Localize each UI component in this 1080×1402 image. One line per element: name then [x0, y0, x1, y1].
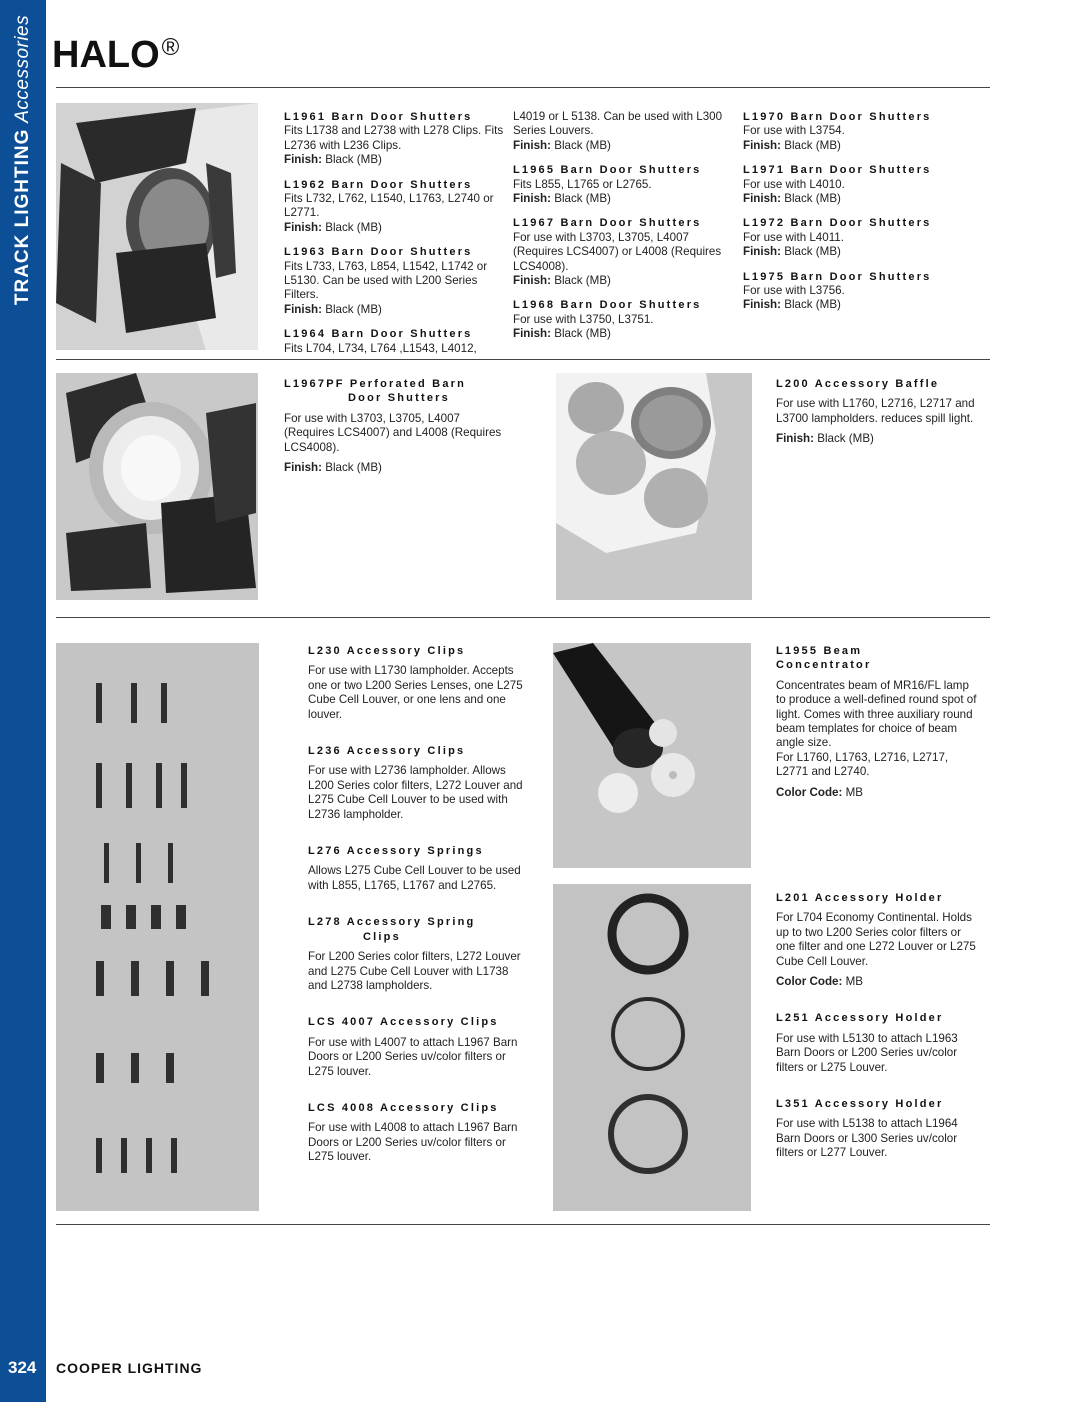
registered-mark: ®	[161, 34, 180, 61]
item-description: For use with L1760, L2716, L2717 and L3700 lampholders. reduces spill light.	[776, 397, 975, 425]
item-title: L1955 Beam	[776, 645, 863, 657]
item-description: For use with L3703, L3705, L4007 (Requires LCS4007) and L4008 (Requires LCS4008).	[284, 411, 502, 454]
accessory-holder-photo	[553, 884, 751, 1211]
item-finish: Finish: Black (MB)	[513, 192, 611, 206]
item-title: L1965 Barn Door Shutters	[513, 164, 702, 177]
column-holders	[776, 891, 981, 1161]
divider-2	[56, 617, 990, 618]
item-description: Fits L732, L762, L1540, L1763, L2740 or L2771.	[284, 192, 494, 220]
divider-1	[56, 359, 990, 360]
item-description: For L200 Series color filters, L272 Louver and L275 Cube Cell Louver with L1738 and L2738 lampholders.	[308, 950, 521, 992]
item-finish: Finish: Black (MB)	[284, 153, 382, 167]
perforated-shutters-photo	[56, 373, 258, 600]
item-title: L1967PF Perforated Barn	[284, 378, 467, 390]
item-title: L351 Accessory Holder	[776, 1098, 944, 1111]
item-title: L1963 Barn Door Shutters	[284, 246, 473, 259]
item-title: LCS 4008 Accessory Clips	[308, 1101, 499, 1114]
item-finish: Finish: Black (MB)	[513, 327, 611, 341]
item-description: For use with L4011.	[743, 230, 844, 244]
item-description: For use with L3754.	[743, 124, 845, 138]
item-title: L1961 Barn Door Shutters	[284, 111, 473, 123]
sidebar-band	[0, 0, 46, 1402]
item-finish: Finish: Black (MB)	[513, 274, 611, 288]
item-title: L230 Accessory Clips	[308, 645, 466, 657]
item-finish: Finish: Black (MB)	[743, 298, 841, 312]
baffle-photo	[556, 373, 752, 600]
item-finish: Finish: Black (MB)	[743, 138, 841, 152]
section-label	[12, 15, 34, 305]
brand-logo	[52, 34, 179, 77]
divider-top	[56, 87, 990, 88]
item-description: Concentrates beam of MR16/FL lamp to produce a well-defined round spot of light. Comes with three auxiliary round beam templates for choice of beam angle size.	[776, 678, 977, 750]
item-title: L1975 Barn Door Shutters	[743, 270, 932, 283]
item-description-compat: For L1760, L1763, L2716, L2717, L2771 and L2740.	[776, 750, 949, 779]
item-title: LCS 4007 Accessory Clips	[308, 1016, 499, 1029]
item-title: L1970 Barn Door Shutters	[743, 111, 932, 123]
column-perforated	[284, 377, 504, 475]
item-title: L1972 Barn Door Shutters	[743, 217, 932, 230]
item-finish: Finish: Black (MB)	[743, 192, 841, 206]
item-description: For use with L3703, L3705, L4007 (Requires LCS4007) or L4008 (Requires LCS4008).	[513, 230, 722, 273]
item-description: For use with L3750, L3751.	[513, 312, 654, 326]
column-2	[513, 110, 725, 342]
beam-concentrator-photo	[553, 643, 751, 868]
item-description: Allows L275 Cube Cell Louver to be used with L855, L1765, L1767 and L2765.	[308, 864, 521, 892]
item-description: For use with L1730 lampholder. Accepts one or two L200 Series Lenses, one L275 Cube Cell Louver, or one lens and one louver.	[308, 664, 523, 721]
item-title: L1967 Barn Door Shutters	[513, 217, 702, 230]
item-finish: Finish: Black (MB)	[743, 245, 841, 259]
column-clips	[308, 644, 528, 1165]
item-title-line2: Clips	[363, 930, 401, 943]
item-finish: Finish: Black (MB)	[284, 220, 382, 234]
item-title: L201 Accessory Holder	[776, 892, 944, 904]
column-3	[743, 110, 973, 313]
page-number: 324	[8, 1358, 37, 1377]
item-description: For use with L3756.	[743, 284, 845, 298]
item-title: L276 Accessory Springs	[308, 845, 484, 858]
item-title: L1968 Barn Door Shutters	[513, 299, 702, 312]
item-description: For L704 Economy Continental. Holds up to two L200 Series color filters or one filter and one L272 Louver or L275 Cube Cell Louver.	[776, 911, 976, 968]
item-title: L278 Accessory Spring	[308, 916, 476, 929]
divider-bottom	[56, 1224, 990, 1225]
item-description: Fits L855, L1765 or L2765.	[513, 177, 652, 191]
item-description: For use with L4008 to attach L1967 Barn Doors or L200 Series uv/color filters or L275 louver.	[308, 1121, 518, 1164]
section-label-italic: Accessories	[12, 14, 33, 123]
item-title-line2: Door Shutters	[348, 392, 450, 405]
item-finish: Finish: Black (MB)	[776, 432, 874, 446]
item-finish: Finish: Black (MB)	[513, 138, 611, 152]
item-title: L236 Accessory Clips	[308, 745, 466, 758]
accessory-clips-photo	[56, 643, 259, 1211]
item-description: For use with L4007 to attach L1967 Barn Doors or L200 Series uv/color filters or L275 louver.	[308, 1035, 518, 1078]
item-finish: Finish: Black (MB)	[284, 302, 382, 316]
column-concentrator	[776, 644, 981, 800]
item-title: L1964 Barn Door Shutters	[284, 328, 473, 341]
item-color-code: Color Code: MB	[776, 975, 863, 989]
item-description: Fits L704, L734, L764 ,L1543, L4012,	[284, 341, 477, 355]
item-description: Fits L733, L763, L854, L1542, L1742 or L5130. Can be used with L200 Series Filters.	[284, 259, 488, 302]
footer-company: COOPER LIGHTING	[56, 1360, 203, 1376]
brand-name: HALO	[52, 34, 160, 76]
barn-door-shutters-photo	[56, 103, 258, 350]
item-title-line2: Concentrator	[776, 659, 872, 672]
item-description: For use with L5130 to attach L1963 Barn Doors or L200 Series uv/color filters or L275 Louver.	[776, 1031, 958, 1074]
item-title: L200 Accessory Baffle	[776, 378, 940, 390]
item-description: For use with L4010.	[743, 177, 845, 191]
column-1	[284, 110, 504, 356]
item-title: L1962 Barn Door Shutters	[284, 178, 473, 191]
item-title: L251 Accessory Holder	[776, 1012, 944, 1025]
section-label-bold: TRACK LIGHTING	[12, 128, 33, 306]
item-finish: Finish: Black (MB)	[284, 461, 382, 475]
item-description-continued: L4019 or L 5138. Can be used with L300 Series Louvers.	[513, 110, 723, 138]
item-description: Fits L1738 and L2738 with L278 Clips. Fits L2736 with L236 Clips.	[284, 124, 504, 152]
item-description: For use with L5138 to attach L1964 Barn Doors or L300 Series uv/color filters or L277 Louver.	[776, 1117, 958, 1160]
item-description: For use with L2736 lampholder. Allows L200 Series color filters, L272 Louver and L275 Cube Cell Louver to be used with L2736 lampholder.	[308, 764, 523, 821]
item-title: L1971 Barn Door Shutters	[743, 164, 932, 177]
column-baffle	[776, 377, 976, 447]
item-color-code: Color Code: MB	[776, 785, 863, 799]
